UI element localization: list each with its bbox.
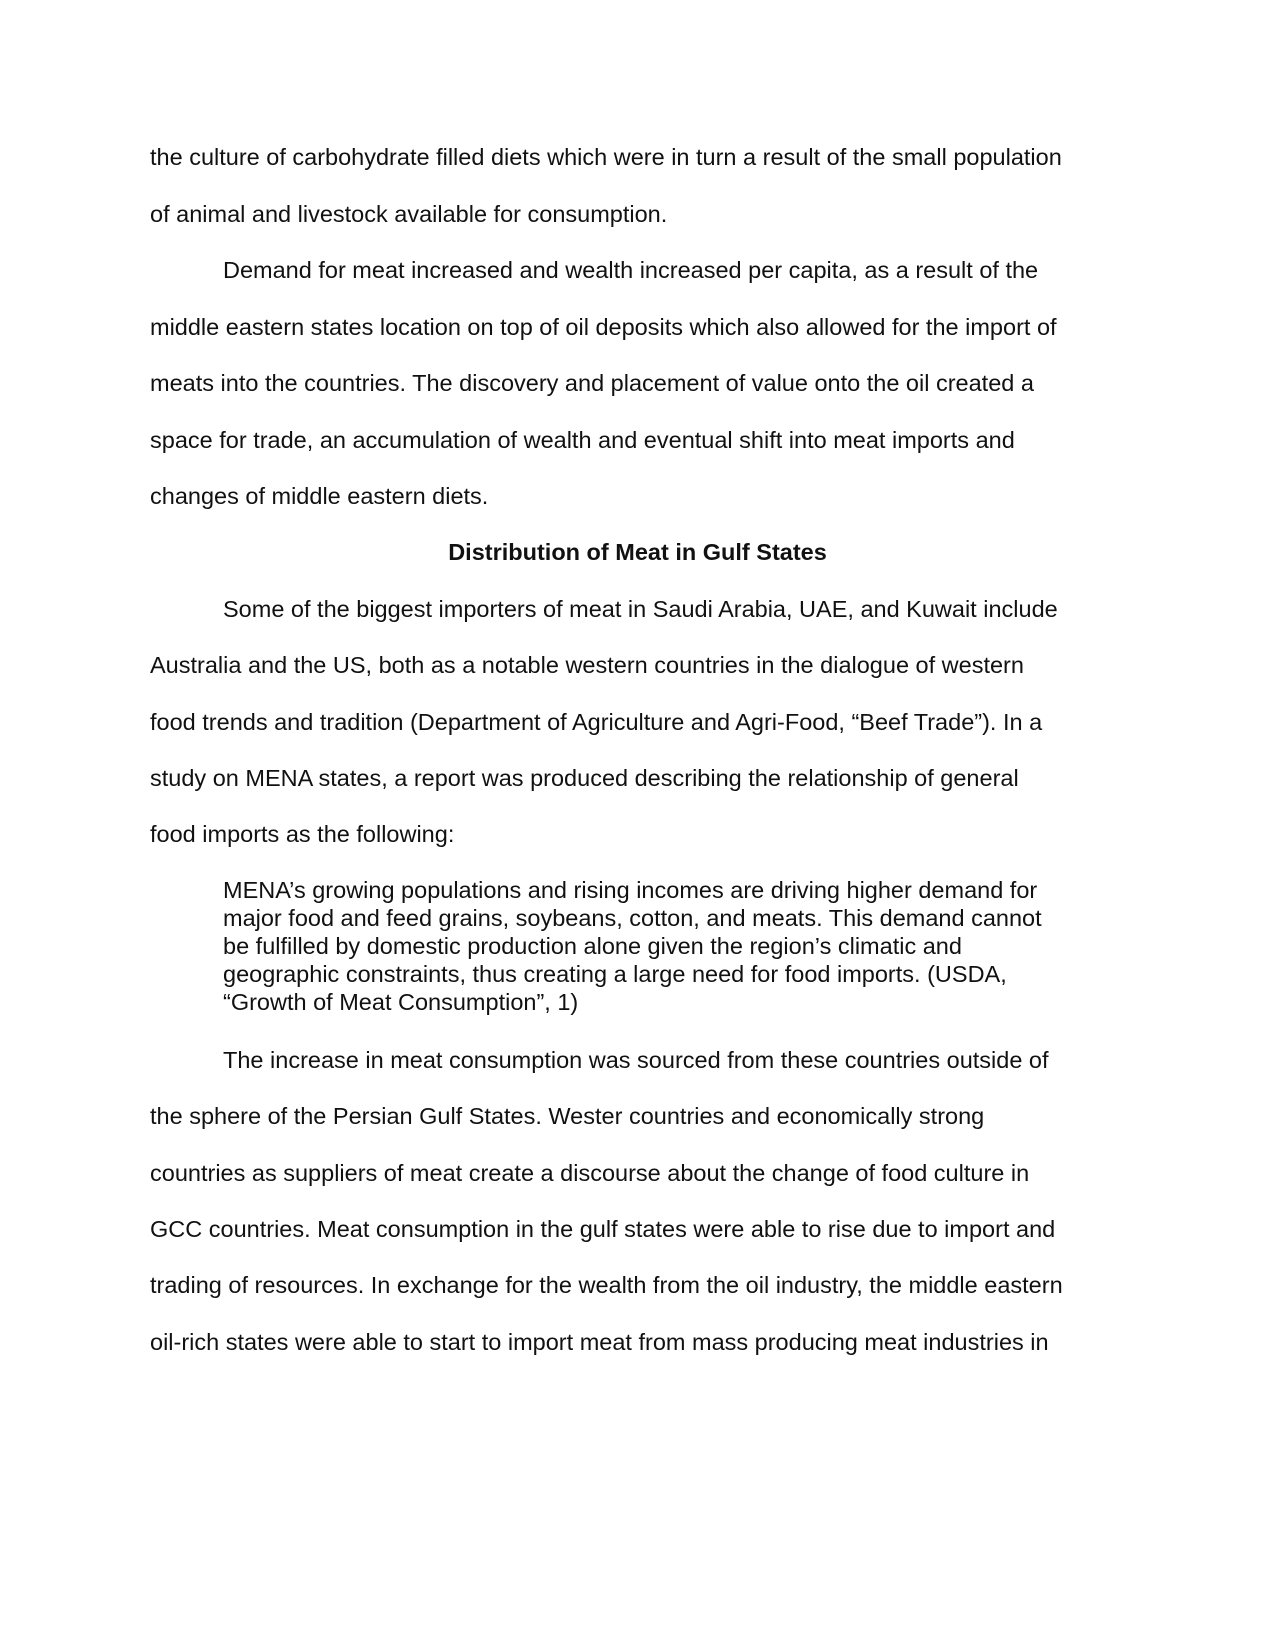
text-line: GCC countries. Meat consumption in the gulf states were able to rise due to import and — [150, 1216, 1056, 1242]
text-line: Some of the biggest importers of meat in Saudi Arabia, UAE, and Kuwait include — [223, 596, 1058, 622]
quote-line: major food and feed grains, soybeans, cotton, and meats. This demand cannot — [223, 905, 1042, 931]
text-line: study on MENA states, a report was produced describing the relationship of general — [150, 765, 1019, 791]
text-line: food trends and tradition (Department of Agriculture and Agri-Food, “Beef Trade”). In a — [150, 709, 1043, 735]
quote-line: geographic constraints, thus creating a large need for food imports. (USDA, — [223, 961, 1007, 987]
text-line: meats into the countries. The discovery and placement of value onto the oil created a — [150, 370, 1034, 396]
text-line: trading of resources. In exchange for the wealth from the oil industry, the middle eastern — [150, 1272, 1063, 1298]
text-line: the sphere of the Persian Gulf States. Wester countries and economically strong — [150, 1103, 985, 1129]
text-line: the culture of carbohydrate filled diets which were in turn a result of the small population — [150, 144, 1062, 170]
text-line: oil-rich states were able to start to import meat from mass producing meat industries in — [150, 1329, 1049, 1355]
text-line: Demand for meat increased and wealth increased per capita, as a result of the — [223, 257, 1039, 283]
text-line: food imports as the following: — [150, 821, 455, 847]
text-line: middle eastern states location on top of oil deposits which also allowed for the import of — [150, 314, 1057, 340]
quote-line: MENA’s growing populations and rising incomes are driving higher demand for — [223, 877, 1038, 903]
section-heading: Distribution of Meat in Gulf States — [448, 539, 827, 565]
quote-line: be fulfilled by domestic production alone given the region’s climatic and — [223, 933, 962, 959]
text-line: changes of middle eastern diets. — [150, 483, 489, 509]
text-line: countries as suppliers of meat create a discourse about the change of food culture in — [150, 1160, 1030, 1186]
text-line: The increase in meat consumption was sourced from these countries outside of — [223, 1047, 1049, 1073]
text-line: space for trade, an accumulation of wealth and eventual shift into meat imports and — [150, 427, 1015, 453]
text-line: Australia and the US, both as a notable western countries in the dialogue of western — [150, 652, 1024, 678]
text-line: of animal and livestock available for consumption. — [150, 201, 668, 227]
quote-line: “Growth of Meat Consumption”, 1) — [223, 989, 579, 1015]
